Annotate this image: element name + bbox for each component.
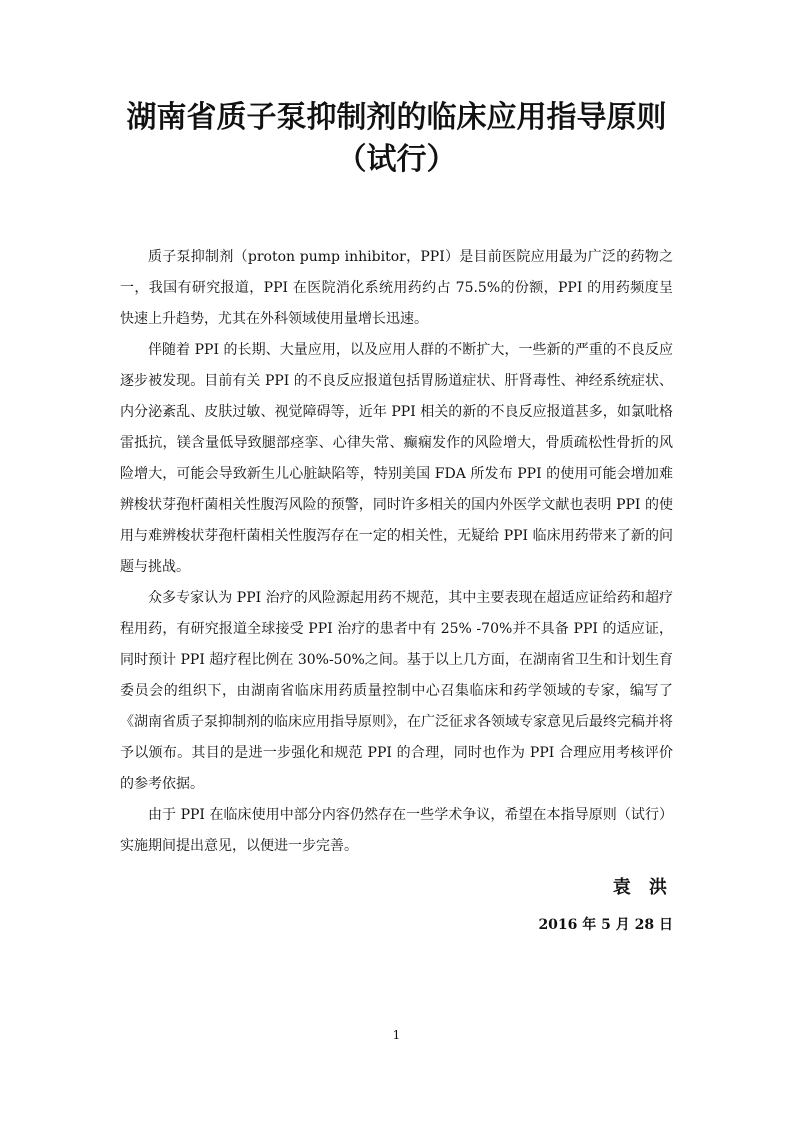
paragraph-2: 伴随着 PPI 的长期、大量应用，以及应用人群的不断扩大，一些新的严重的不良反应逐步被发现。目前有关 PPI 的不良反应报道包括胃肠道症状、肝肾毒性、神经系统症状、内分泌紊乱、皮肤过敏、视觉障碍等，近年 PPI 相关的新的不良反应报道甚多，如氯吡格雷抵抗，镁含量低导致腿部痉挛、心律失常、癫痫发作的风险增大，骨质疏松性骨折的风险增大，可能会导致新生儿心脏缺陷等，特别美国 FDA 所发布 PPI 的使用可能会增加难辨梭状芽孢杆菌相关性腹泻风险的预警，同时许多相关的国内外医学文献也表明 PPI 的使用与难辨梭状芽孢杆菌相关性腹泻存在一定的相关性，无疑给 PPI 临床用药带来了新的问题与挑战。 bbox=[120, 342, 673, 575]
document-title: 湖南省质子泵抑制剂的临床应用指导原则 bbox=[126, 100, 667, 135]
page-number: 1 bbox=[392, 1028, 401, 1042]
paragraph-3: 众多专家认为 PPI 治疗的风险源起用药不规范，其中主要表现在超适应证给药和超疗程用药，有研究报道全球接受 PPI 治疗的患者中有 25% -70%并不具备 PPI 的适应证，同时预计 PPI 超疗程比例在 30%-50%之间。基于以上几方面，在湖南省卫生和计划生育委员会的组织下，由湖南省临床用药质量控制中心召集临床和药学领域的专家，编写了《湖南省质子泵抑制剂的临床应用指导原则》，在广泛征求各领域专家意见后最终完稿并将予以颁布。其目的是进一步强化和规范 PPI 的合理，同时也作为 PPI 合理应用考核评价的参考依据。 bbox=[120, 590, 673, 792]
document-body bbox=[120, 242, 673, 862]
paragraph-4: 由于 PPI 在临床使用中部分内容仍然存在一些学术争议，希望在本指导原则（试行）实施期间提出意见，以便进一步完善。 bbox=[120, 807, 673, 854]
paragraph-1: 质子泵抑制剂（proton pump inhibitor，PPI）是目前医院应用最为广泛的药物之一，我国有研究报道，PPI 在医院消化系统用药约占 75.5%的份额，PPI 的用药频度呈快速上升趋势，尤其在外科领域使用量增长迅速。 bbox=[120, 249, 673, 327]
author-signature: 袁 洪 bbox=[612, 877, 673, 898]
signature-date: 2016 年 5 月 28 日 bbox=[538, 917, 673, 933]
document-subtitle: （试行） bbox=[336, 142, 457, 177]
